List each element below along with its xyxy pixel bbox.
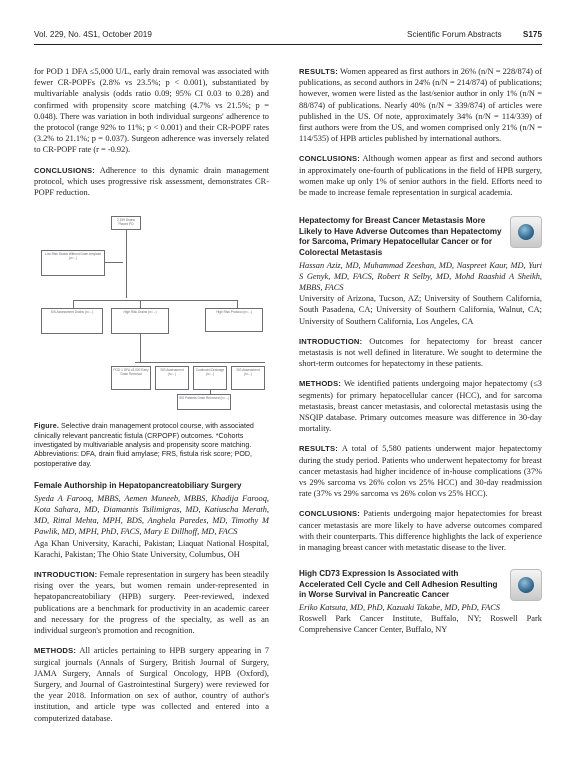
conclusions-paragraph [299,508,542,553]
flow-box-sis-assessment: SIS Assessment Drains (n=...) [41,308,103,334]
introduction-paragraph [299,336,542,370]
introduction-text: Outcomes for hepatectomy for breast cancer metastasis is not well defined in literature. We sought to determine the short-term outcomes for hepatectomy in these patients. [299,336,542,369]
flow-box-low-risk: Low Risk Drains Without Drain Amylase (n=...) [41,250,105,276]
conclusions-lead: CONCLUSIONS: [299,509,361,519]
results-paragraph [299,443,542,499]
article-title: Female Authorship in Hepatopancreatobiliary Surgery [34,481,242,491]
article-authors: Syeda A Farooq, MBBS, Aemen Muneeb, MBBS, Khadija Farooq, Kota Sahara, MD, Diamantis Tsilimigras, MD, Katiuscha Merath, MD, Rittal Mehta, MPH, BDS, Anghela Paredes, MD, Timothy M Pawlik, MD, MPH, PhD, FACS, Mary E Dillhoff, MD, FACS [34,493,269,537]
video-badge-icon[interactable] [510,569,542,601]
flow-box-high-risk: High Risk Drains (n=...) [111,308,169,334]
journal-volume: Vol. 229, No. 4S1, October 2019 [34,30,152,39]
flow-box-sis-2: SIS Assessment (n=...) [231,366,265,390]
methods-text: We identified patients undergoing major hepatectomy (≤3 segments) for primary hepatocellular cancer (HCC), and for sarcoma metastasis, breast cancer metastasis, and colorectal metastasis using the NSQIP database. Primary outcomes measure was difference in 30-day mortality. [299,379,542,434]
caption-text: Selective drain management protocol course, with associated clinically relevant pancreatic fistula (CRPOPF) outcomes. *Cohorts investigated by multivariable analysis and propensity score matching. Abbreviations: DFA, drain fluid amylase; FRS, fistula risk score; POD, postoperative day. [34,422,254,468]
article-title: High CD73 Expression Is Associated with Accelerated Cell Cycle and Cell Adhesion Resulting in Worse Survival in Pancreatic Cancer [299,569,498,600]
figure-caption [34,422,269,469]
article-title: Hepatectomy for Breast Cancer Metastasis More Likely to Have Adverse Outcomes than Hepatectomy for Sarcoma, Primary Hepatocellular Cancer or for Colorectal Metastasis [299,216,502,258]
flow-box-early-removal: POD 1 DFA ≤5,000 Early Drain Removal [111,366,151,390]
results-paragraph [299,66,542,144]
flow-connector [135,362,265,363]
article-affiliation: University of Arizona, Tucson, AZ; University of Southern California, South Pasadena, CA; University of Southern California, Walnut, CA; University of Southern California, Los Angeles, CA [299,294,542,326]
flow-connector [126,250,127,298]
flow-connector [126,230,127,250]
methods-paragraph [299,378,542,434]
introduction-lead: INTRODUCTION: [299,336,363,346]
flow-connector [105,262,123,263]
caption-lead: Figure. [34,422,60,431]
conclusions-text: Although women appear as first and second authors in approximately one-fourth of publications in the field of HPB surgery, women make up only 1% of senior authors in the field. Efforts need to be made to increase female representation in surgical academia. [299,154,542,198]
article-cd73 [299,569,542,635]
flow-connector [237,300,238,308]
conclusions-text: Adherence to this dynamic drain management protocol, which uses progressive risk assessment, demonstrates CR-POPF reduction. [34,165,269,198]
results-continued: for POD 1 DFA ≤5,000 U/L, early drain removal was associated with fewer CR-POPFs (2.8% vs 23.5%; p < 0.001), substantiated by multivariable analysis (odds ratio 0.09; 95% CI 0.03 to 0.28) and confirmed with propensity score matching (4.7% vs 21.5%; p = 0.048). There was variation in both individual surgeons' adherence to the protocol (range 92% to 11%; p < 0.001) and their CR-POPF rates (3.2% to 21.1%; p = 0.037). Surgeon adherence was inversely related to CR-POPF rate (r = -0.92). [34,67,269,155]
methods-lead: METHODS: [34,646,77,656]
conclusions-text: Patients undergoing major hepatectomies for breast cancer metastasis are more likely to have adverse outcomes compared with their counterparts. This difference highlights the lack of experience in managing breast cancer with metastatic disease to the liver. [299,509,542,553]
results-lead: RESULTS: [299,444,339,454]
results-text: Women appeared as first authors in 26% (n/N = 228/874) of publications, as second authors in 24% (n/N = 214/874) of publications; however, women were listed as the last/senior author in only 1% (n/N = 88/874) of publications. Nearly 40% (n/N = 339/874) of articles were published in the US. Of note, approximately 34% (n/N = 114/339) of first authors were from the US, and women comprised only 21% (n/N = 114/535) of HPB articles published by international authors. [299,67,542,144]
article-authors: Eriko Katsuta, MD, PhD, Kazuaki Takabe, MD, PhD, FACS [299,603,500,613]
right-column [299,66,542,645]
flow-connector [73,300,237,301]
page-number: S175 [522,30,542,39]
flow-connector [73,300,74,308]
conclusions-paragraph [34,165,269,199]
header-rule [34,44,542,45]
conclusions-paragraph [299,153,542,198]
flow-connector [140,300,141,308]
flow-box-root: 2,159 Drains Placed PD [111,216,141,230]
article-hepatectomy [299,216,542,553]
article-female-authorship [34,481,269,723]
article-authors: Hassan Aziz, MD, Muhammad Zeeshan, MD, Naspreet Kaur, MD, Yuri S Genyk, MD, FACS, Robert R Selby, MD, Mohd Raashid A Sheikh, MBBS, FACS [299,260,542,293]
flow-connector [140,334,141,362]
flow-box-drain-removed: SIS Patients Drain Removed (n=...) [177,394,231,410]
methods-text: All articles pertaining to HPB surgery appearing in 7 surgical journals (Annals of Surgery, British Journal of Surgery, JAMA Surgery, Annals of Surgical Oncology, HPB (Oxford), Surgery, and Journal of Gastrointestinal Surgery) were reviewed for the year 2018. Information on sex of author, country of author's institution, and article type was collected and entered into a computerized database. [34,646,270,723]
introduction-lead: INTRODUCTION: [34,570,98,580]
flow-box-sis-1: SIS Assessment (n=...) [155,366,189,390]
article-affiliation: Aga Khan University, Karachi, Pakistan; Liaquat National Hospital, Karachi, Pakistan; The Ohio State University, Columbus, OH [34,538,269,559]
flow-box-high-risk-protocol: High Risk Protocol (n=...) [205,308,263,332]
conclusions-lead: CONCLUSIONS: [299,154,361,164]
results-lead: RESULTS: [299,67,339,76]
flowchart-figure [37,212,269,410]
results-text: A total of 5,580 patients underwent major hepatectomy during the study period. Patients who underwent hepatectomy for breast cancer metastasis had higher incidence of in-house complications (37% vs 29% sarcoma vs 26% colon vs 25% HCC) and 30-day readmission rate (37% vs 29% sarcoma vs 26% colon vs 25% HCC). [299,444,542,499]
methods-lead: METHODS: [299,379,342,389]
introduction-text: Female representation in surgery has been steadily rising over the years, but women remain under-represented in hepatopancreatobiliary (HPB) surgery. Peer-reviewed, indexed publications are a benchmark for productivity in an academic career and necessary for the progress of the specialty, as well as an individual surgeon's promotion and recognition. [34,570,270,636]
flow-box-continued-drainage: Continued Drainage (n=...) [193,366,227,390]
running-header [34,30,542,44]
left-column [34,66,269,733]
introduction-paragraph [34,569,269,636]
conclusions-lead: CONCLUSIONS: [34,165,96,175]
video-badge-icon[interactable] [510,216,542,248]
methods-paragraph [34,645,269,723]
section-title: Scientific Forum Abstracts [407,30,502,39]
article-affiliation: Roswell Park Cancer Institute, Buffalo, NY; Roswell Park Comprehensive Cancer Center, Buffalo, NY [299,614,542,635]
